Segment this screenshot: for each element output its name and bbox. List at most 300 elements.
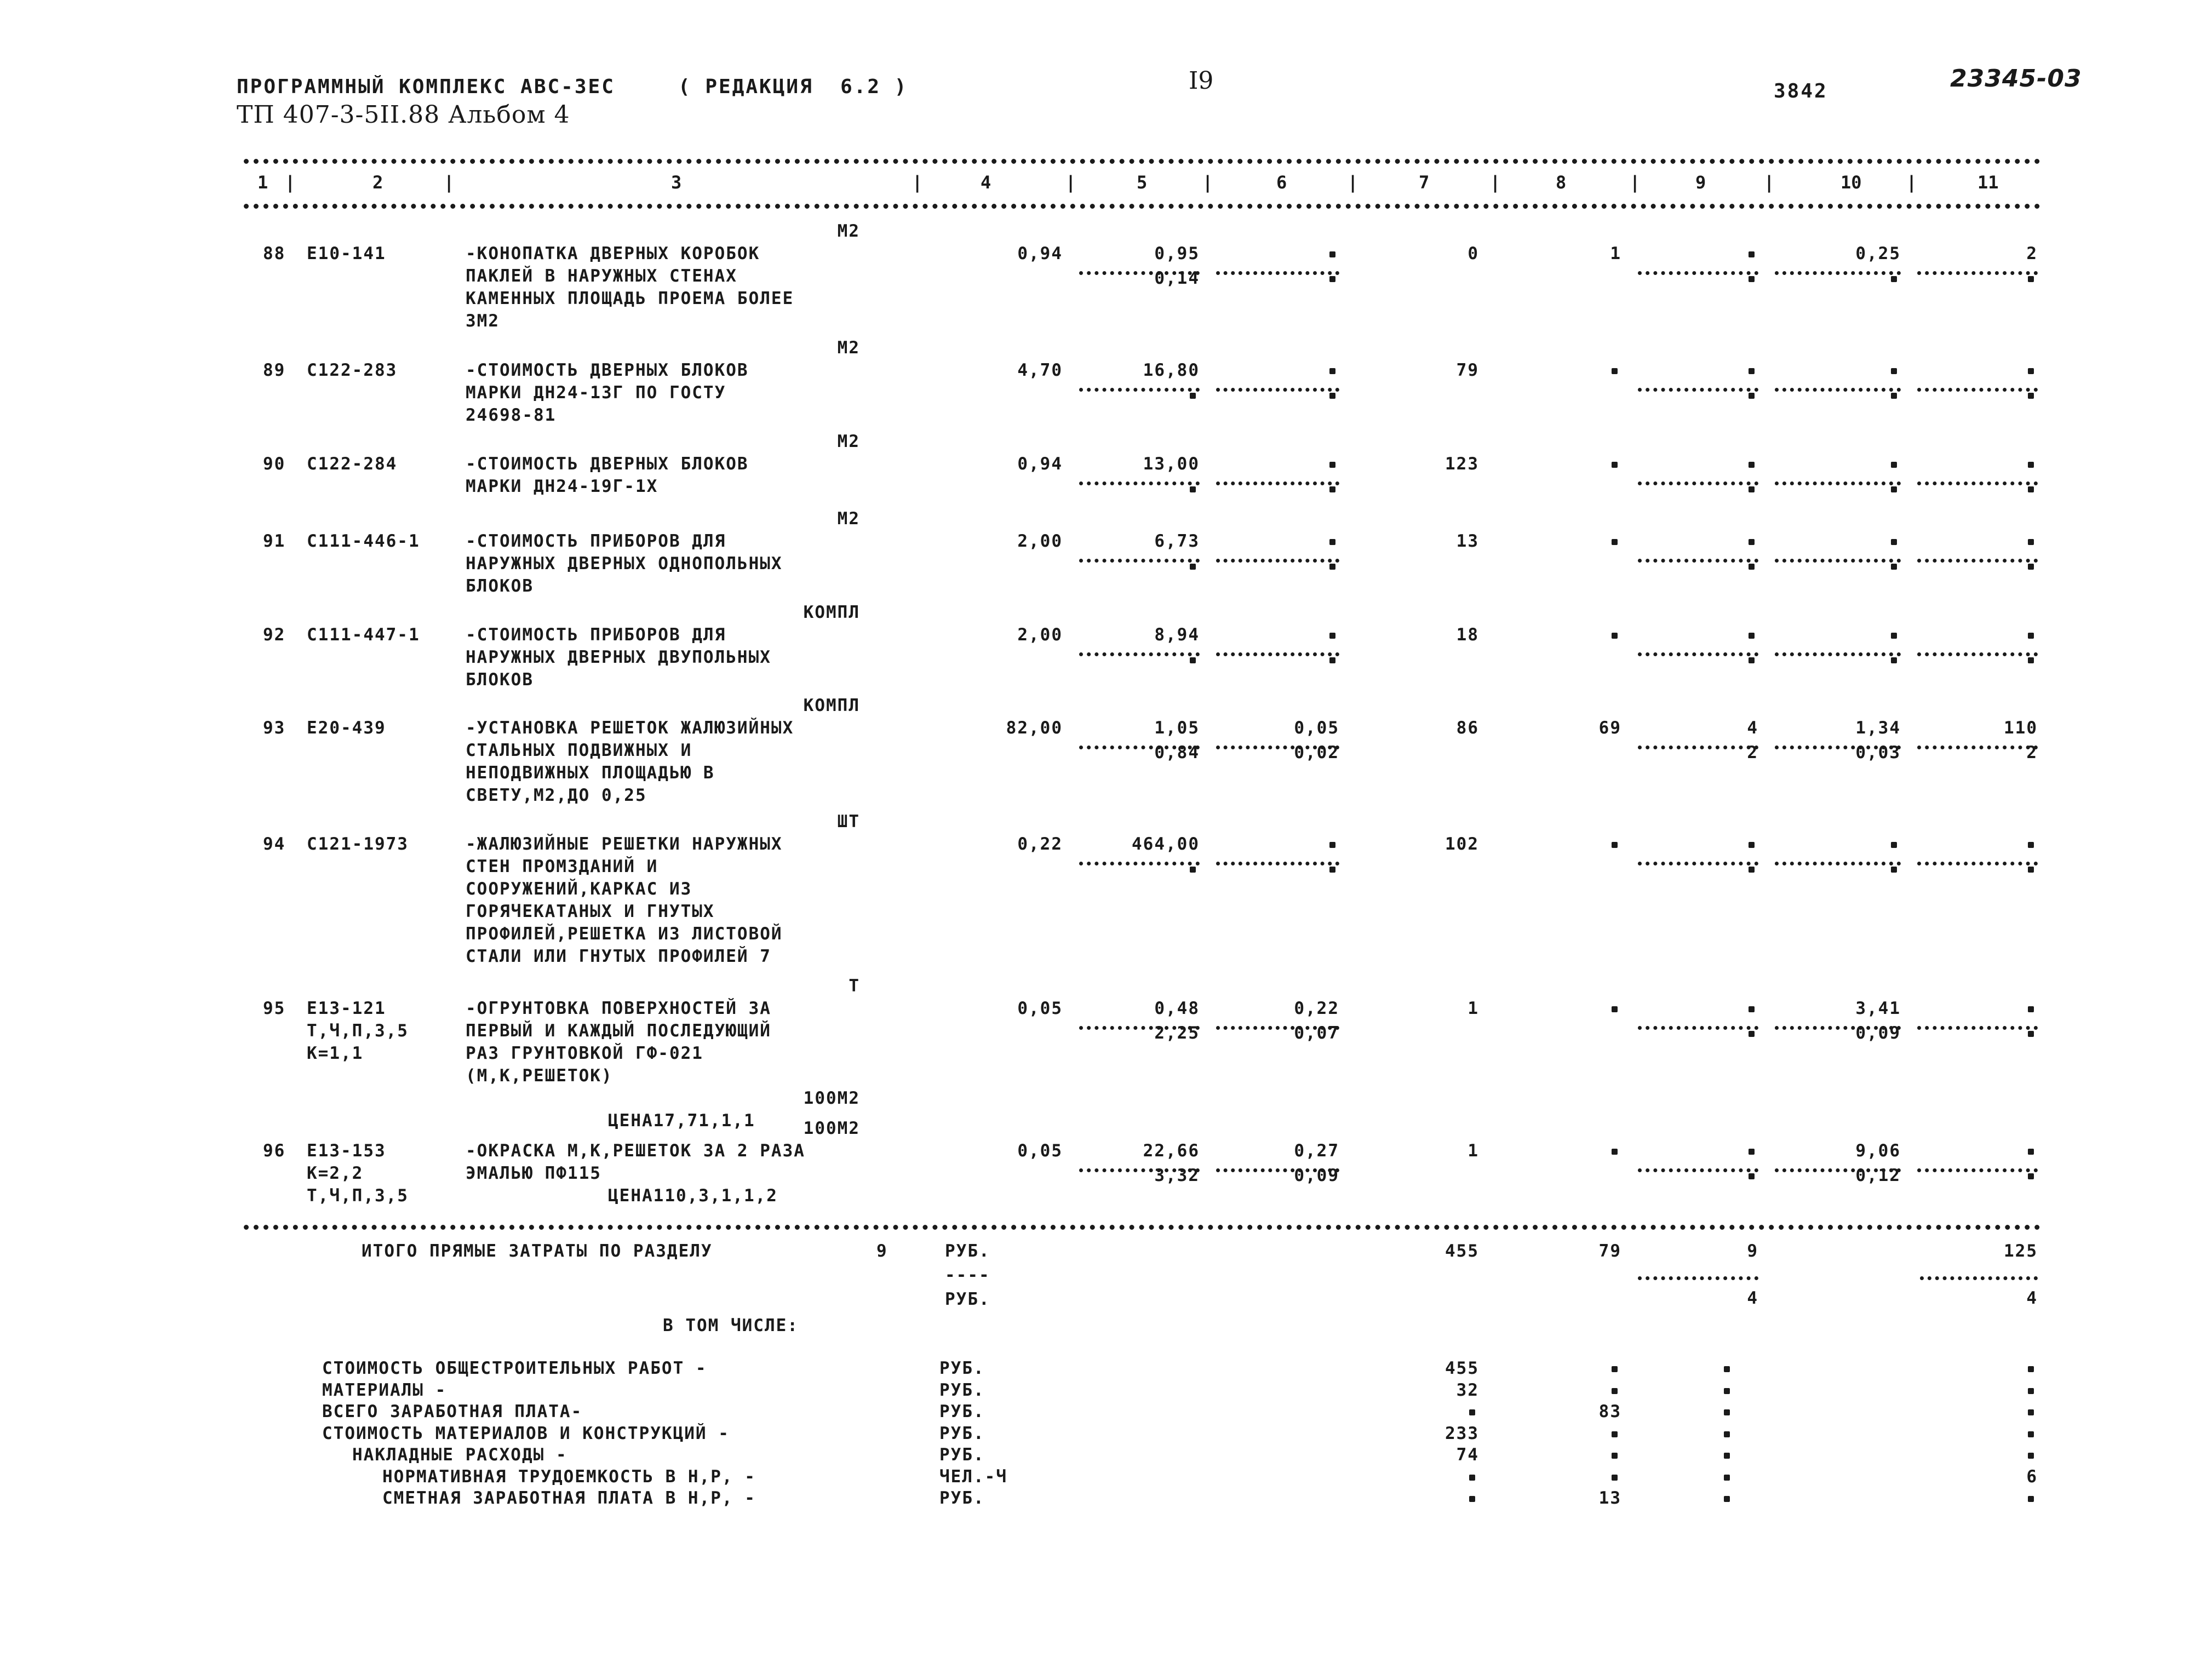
row-col11-top: 2 [2026,244,2038,263]
row-description: ПАКЛЕЙ В НАРУЖНЫХ СТЕНАХ [466,266,737,286]
row-description: 24698-81 [466,405,557,425]
breakdown-col8: 83 [1598,1402,1621,1421]
row-price-mach-wage [1329,564,1335,570]
row-col11-bottom: 2 [2026,743,2038,762]
breakdown-label: МАТЕРИАЛЫ - [322,1380,447,1400]
totals-rule [244,1225,2040,1230]
album-title: ТП 407-3-5II.88 Альбом 4 [237,101,570,129]
row-col11-rule [1917,271,2038,275]
row-price-wage: 0,84 [1154,743,1200,762]
row-col10-rule [1775,862,1901,865]
row-col9-bottom [1749,276,1755,282]
breakdown-col11 [2028,1496,2034,1502]
row-col9-rule [1638,271,1758,275]
breakdown-col9 [1724,1475,1730,1481]
row-price-mach: 0,22 [1294,999,1339,1018]
row-code: Е20-439 [307,718,386,738]
column-separator: | [1065,172,1076,193]
row-unit: 100М2 [803,1119,860,1138]
row-price-wage [1190,867,1196,873]
breakdown-label: СМЕТНАЯ ЗАРАБОТНАЯ ПЛАТА В Н,Р, - [382,1488,756,1508]
row-unit: КОМПЛ [803,696,860,715]
row-price-mach [1329,368,1335,374]
row-number: 91 [263,531,286,551]
row-price-total: 8,94 [1154,625,1200,645]
row-price-wage: 3,32 [1154,1166,1200,1185]
row-number: 90 [263,454,286,474]
row-code: Е10-141 [307,244,386,263]
column-separator: | [912,172,923,193]
including-label: В ТОМ ЧИСЛЕ: [663,1316,799,1335]
row-code: С111-447-1 [307,625,420,645]
breakdown-label: СТОИМОСТЬ ОБЩЕСТРОИТЕЛЬНЫХ РАБОТ - [322,1358,707,1378]
row-qty: 0,94 [1017,454,1063,474]
breakdown-col7: 32 [1456,1380,1479,1400]
row-col11-rule [1917,1026,2038,1030]
row-number: 95 [263,999,286,1018]
row-cost-total: 102 [1445,834,1479,854]
row-qty: 4,70 [1017,360,1063,380]
row-price-mach-wage [1329,657,1335,663]
row-description: ЭМАЛЬЮ ПФ115 [466,1163,601,1183]
row-col11-bottom [2028,1031,2034,1037]
row-number: 93 [263,718,286,738]
page-number: I9 [1189,67,1214,95]
row-col10-rule [1775,559,1901,563]
row-col9-rule [1638,559,1758,563]
breakdown-col7 [1469,1496,1475,1502]
row-col6-rule [1216,559,1339,563]
column-number: 10 [1841,172,1862,193]
total-col8: 79 [1598,1241,1621,1261]
row-col9-bottom [1749,867,1755,873]
column-number: 1 [257,172,268,193]
row-cost-wage [1612,633,1618,639]
row-col5-rule [1079,862,1200,865]
row-col9-top [1749,462,1755,468]
row-col10-top: 9,06 [1855,1141,1901,1161]
row-cost-total: 18 [1456,625,1479,645]
total-col11-top: 125 [2004,1241,2038,1261]
row-price-mach [1329,633,1335,639]
row-cost-total: 0 [1467,244,1479,263]
row-price-mach-wage [1329,393,1335,399]
row-description: -ОГРУНТОВКА ПОВЕРХНОСТЕЙ ЗА [466,999,771,1018]
program-edition: ( РЕДАКЦИЯ 6.2 ) [678,76,908,98]
row-col11-top [2028,462,2034,468]
row-unit: Т [849,976,860,996]
row-number: 88 [263,244,286,263]
row-description: РАЗ ГРУНТОВКОЙ ГФ-021 [466,1043,703,1063]
row-col10-bottom: 0,09 [1855,1023,1901,1043]
row-code: К=2,2 [307,1163,364,1183]
row-col9-top [1749,251,1755,257]
table-header-rule [244,204,2040,209]
row-col9-bottom [1749,564,1755,570]
row-code: С111-446-1 [307,531,420,551]
row-col9-bottom [1749,486,1755,492]
row-col10-rule [1775,388,1901,392]
row-price-total: 13,00 [1143,454,1200,474]
row-col10-top [1891,368,1897,374]
row-unit: М2 [837,509,860,529]
row-col11-bottom [2028,393,2034,399]
row-col9-bottom: 2 [1747,743,1758,762]
row-col9-bottom [1749,393,1755,399]
row-col11-top [2028,633,2034,639]
row-price-mach [1329,251,1335,257]
row-col11-rule [1917,388,2038,392]
row-code: К=1,1 [307,1043,364,1063]
row-col9-rule [1638,652,1758,656]
row-qty: 0,94 [1017,244,1063,263]
row-col9-top [1749,633,1755,639]
column-separator: | [1764,172,1775,193]
row-col9-rule [1638,1026,1758,1030]
document-number: 23345-03 [1950,65,2082,93]
row-col5-rule [1079,652,1200,656]
row-description: 3М2 [466,311,500,331]
row-code: С122-283 [307,360,398,380]
total-col9-bottom: 4 [1747,1288,1758,1308]
breakdown-col8 [1612,1366,1618,1372]
row-col10-top: 1,34 [1855,718,1901,738]
row-col9-top [1749,1149,1755,1155]
breakdown-col9 [1724,1409,1730,1415]
row-cost-total: 86 [1456,718,1479,738]
row-price-mach-wage: 0,09 [1294,1166,1339,1185]
column-number: 7 [1419,172,1430,193]
breakdown-label: НОРМАТИВНАЯ ТРУДОЕМКОСТЬ В Н,Р, - [382,1467,756,1487]
row-qty: 2,00 [1017,625,1063,645]
row-col9-bottom [1749,657,1755,663]
breakdown-col11 [2028,1431,2034,1437]
row-price-mach [1329,462,1335,468]
breakdown-unit: РУБ. [939,1402,985,1421]
row-description: -СТОИМОСТЬ ДВЕРНЫХ БЛОКОВ [466,360,749,380]
row-col9-top [1749,368,1755,374]
row-col9-top: 4 [1747,718,1758,738]
row-description: ПРОФИЛЕЙ,РЕШЕТКА ИЗ ЛИСТОВОЙ [466,924,783,944]
breakdown-label: НАКЛАДНЫЕ РАСХОДЫ - [352,1445,567,1465]
total-col9-rule [1638,1276,1758,1280]
breakdown-col11 [2028,1388,2034,1394]
total-col9-top: 9 [1747,1241,1758,1261]
row-price-total: 16,80 [1143,360,1200,380]
row-cost-wage [1612,462,1618,468]
row-description: МАРКИ ДН24-13Г ПО ГОСТУ [466,383,726,403]
row-price-total: 22,66 [1143,1141,1200,1161]
row-col10-top [1891,539,1897,545]
row-col9-rule [1638,481,1758,485]
row-col11-bottom [2028,1173,2034,1179]
row-description: СТАЛЬНЫХ ПОДВИЖНЫХ И [466,741,692,760]
column-number: 4 [981,172,991,193]
row-col10-bottom: 0,12 [1855,1166,1901,1185]
breakdown-col7 [1469,1475,1475,1481]
row-col10-bottom [1891,867,1897,873]
breakdown-col8: 13 [1598,1488,1621,1508]
total-section-number: 9 [876,1241,888,1261]
breakdown-label: ВСЕГО ЗАРАБОТНАЯ ПЛАТА- [322,1402,583,1421]
row-description: СТАЛИ ИЛИ ГНУТЫХ ПРОФИЛЕЙ 7 [466,947,771,966]
row-col11-top [2028,1149,2034,1155]
breakdown-col9 [1724,1496,1730,1502]
row-number: 92 [263,625,286,645]
row-qty: 82,00 [1006,718,1063,738]
column-separator: | [1630,172,1641,193]
column-number: 5 [1137,172,1148,193]
row-cost-total: 13 [1456,531,1479,551]
row-price-total: 0,95 [1154,244,1200,263]
row-description: -СТОИМОСТЬ ПРИБОРОВ ДЛЯ [466,531,726,551]
row-price-wage: 2,25 [1154,1023,1200,1043]
row-description: -КОНОПАТКА ДВЕРНЫХ КОРОБОК [466,244,760,263]
row-col11-rule [1917,1168,2038,1172]
breakdown-col8 [1612,1431,1618,1437]
sheet-code: 3842 [1774,80,1828,102]
row-description: НАРУЖНЫХ ДВЕРНЫХ ДВУПОЛЬНЫХ [466,647,771,667]
column-number: 11 [1977,172,1999,193]
row-description: -СТОИМОСТЬ ПРИБОРОВ ДЛЯ [466,625,726,645]
total-unit-mid: ---- [945,1265,990,1285]
row-description: СООРУЖЕНИЙ,КАРКАС ИЗ [466,879,692,899]
row-col11-top [2028,368,2034,374]
breakdown-unit: РУБ. [939,1488,985,1508]
row-col9-rule [1638,1168,1758,1172]
row-price-mach-wage: 0,02 [1294,743,1339,762]
row-unit: ШТ [837,812,860,832]
row-unit: М2 [837,432,860,451]
row-col5-rule [1079,388,1200,392]
total-col11-rule [1920,1276,2038,1280]
row-cost-wage: 69 [1598,718,1621,738]
row-col10-top: 0,25 [1855,244,1901,263]
row-col5-rule [1079,481,1200,485]
row-col6-rule [1216,271,1339,275]
total-col7: 455 [1445,1241,1479,1261]
row-code: Е13-153 [307,1141,386,1161]
row-cost-total: 79 [1456,360,1479,380]
row-col10-bottom: 0,03 [1855,743,1901,762]
total-unit-1: РУБ. [945,1241,990,1261]
row-price-mach [1329,842,1335,848]
row-col10-top [1891,462,1897,468]
row-price-mach-wage [1329,486,1335,492]
row-unit: М2 [837,221,860,241]
row-col10-top [1891,842,1897,848]
row-description: ГОРЯЧЕКАТАНЫХ И ГНУТЫХ [466,902,715,921]
row-col10-bottom [1891,393,1897,399]
row-col9-rule [1638,388,1758,392]
total-col11-bottom: 4 [2026,1288,2038,1308]
breakdown-unit: РУБ. [939,1380,985,1400]
row-cost-wage: 1 [1610,244,1621,263]
row-col9-top [1749,842,1755,848]
row-code: Т,Ч,П,3,5 [307,1186,409,1206]
row-col10-bottom [1891,564,1897,570]
column-separator: | [1490,172,1501,193]
row-price-wage: 0,14 [1154,268,1200,288]
breakdown-col7: 233 [1445,1424,1479,1443]
row-col6-rule [1216,388,1339,392]
row-col10-rule [1775,652,1901,656]
breakdown-col11: 6 [2026,1467,2038,1487]
row-col5-rule [1079,559,1200,563]
row-description: БЛОКОВ [466,670,534,690]
row-code: Е13-121 [307,999,386,1018]
column-separator: | [1202,172,1213,193]
row-col11-rule [1917,481,2038,485]
row-qty: 0,05 [1017,1141,1063,1161]
row-cost-wage [1612,368,1618,374]
row-number: 89 [263,360,286,380]
total-label: ИТОГО ПРЯМЫЕ ЗАТРАТЫ ПО РАЗДЕЛУ [362,1241,713,1261]
row-number: 94 [263,834,286,854]
row-price-total: 464,00 [1132,834,1200,854]
column-number: 9 [1695,172,1706,193]
breakdown-col9 [1724,1388,1730,1394]
breakdown-unit: РУБ. [939,1445,985,1465]
row-description: -ЖАЛЮЗИЙНЫЕ РЕШЕТКИ НАРУЖНЫХ [466,834,783,854]
row-description: МАРКИ ДН24-19Г-1Х [466,477,658,496]
row-cost-wage [1612,1006,1618,1012]
row-price-mach [1329,539,1335,545]
breakdown-col11 [2028,1366,2034,1372]
row-number: 96 [263,1141,286,1161]
row-description: СТЕН ПРОМЗДАНИЙ И [466,857,658,876]
row-col11-top [2028,539,2034,545]
column-number: 6 [1276,172,1287,193]
row-price-code: ЦЕНА110,3,1,1,2 [608,1186,778,1206]
row-cost-wage [1612,539,1618,545]
column-separator: | [444,172,455,193]
row-qty: 0,05 [1017,999,1063,1018]
row-col11-bottom [2028,276,2034,282]
breakdown-col9 [1724,1366,1730,1372]
row-col11-top [2028,1006,2034,1012]
table-top-rule [244,159,2040,164]
column-separator: | [1348,172,1358,193]
row-qty: 0,22 [1017,834,1063,854]
row-price-mach-wage [1329,867,1335,873]
breakdown-col7: 74 [1456,1445,1479,1465]
program-name: ПРОГРАММНЫЙ КОМПЛЕКС АВС-3ЕС [237,76,615,98]
row-col11-rule [1917,559,2038,563]
row-col11-bottom [2028,867,2034,873]
row-description: КАМЕННЫХ ПЛОЩАДЬ ПРОЕМА БОЛЕЕ [466,289,794,308]
breakdown-col9 [1724,1431,1730,1437]
row-description: БЛОКОВ [466,576,534,596]
row-code: С121-1973 [307,834,409,854]
row-col9-bottom [1749,1173,1755,1179]
row-cost-total: 1 [1467,1141,1479,1161]
row-col11-bottom [2028,486,2034,492]
breakdown-col8 [1612,1453,1618,1459]
row-col6-rule [1216,862,1339,865]
breakdown-col8 [1612,1388,1618,1394]
row-price-mach-wage: 0,07 [1294,1023,1339,1043]
breakdown-col7: 455 [1445,1358,1479,1378]
row-col10-bottom [1891,657,1897,663]
row-description: НАРУЖНЫХ ДВЕРНЫХ ОДНОПОЛЬНЫХ [466,554,783,574]
column-number: 2 [372,172,383,193]
breakdown-col7 [1469,1409,1475,1415]
row-price-wage [1190,564,1196,570]
row-col9-bottom [1749,1031,1755,1037]
row-description: -УСТАНОВКА РЕШЕТОК ЖАЛЮЗИЙНЫХ [466,718,794,738]
row-col10-top: 3,41 [1855,999,1901,1018]
row-unit-2: 100М2 [803,1088,860,1108]
row-price-total: 0,48 [1154,999,1200,1018]
row-price-code: ЦЕНА17,71,1,1 [608,1111,755,1131]
row-cost-wage [1612,842,1618,848]
row-cost-total: 123 [1445,454,1479,474]
column-number: 3 [671,172,682,193]
breakdown-unit: РУБ. [939,1358,985,1378]
row-code: Т,Ч,П,3,5 [307,1021,409,1041]
row-col11-top [2028,842,2034,848]
row-col10-top [1891,633,1897,639]
row-col11-rule [1917,652,2038,656]
row-col11-rule [1917,862,2038,865]
row-price-mach-wage [1329,276,1335,282]
row-description: -ОКРАСКА М,К,РЕШЕТОК ЗА 2 РАЗА [466,1141,805,1161]
breakdown-col11 [2028,1453,2034,1459]
row-description: СВЕТУ,М2,ДО 0,25 [466,785,647,805]
row-col11-bottom [2028,564,2034,570]
column-separator: | [285,172,296,193]
row-col10-bottom [1891,486,1897,492]
row-code: С122-284 [307,454,398,474]
column-number: 8 [1556,172,1567,193]
breakdown-col8 [1612,1475,1618,1481]
row-cost-wage [1612,1149,1618,1155]
row-price-wage [1190,393,1196,399]
row-col10-rule [1775,481,1901,485]
row-col6-rule [1216,652,1339,656]
row-description: НЕПОДВИЖНЫХ ПЛОЩАДЬЮ В [466,763,715,783]
breakdown-unit: РУБ. [939,1424,985,1443]
row-col6-rule [1216,481,1339,485]
total-unit-2: РУБ. [945,1289,990,1309]
row-col10-bottom [1891,276,1897,282]
row-description: (М,К,РЕШЕТОК) [466,1066,613,1086]
row-price-mach: 0,05 [1294,718,1339,738]
row-unit: М2 [837,338,860,358]
column-separator: | [1906,172,1917,193]
row-price-mach: 0,27 [1294,1141,1339,1161]
row-col11-top: 110 [2004,718,2038,738]
row-description: -СТОИМОСТЬ ДВЕРНЫХ БЛОКОВ [466,454,749,474]
row-price-total: 1,05 [1154,718,1200,738]
row-col10-rule [1775,271,1901,275]
row-col9-rule [1638,862,1758,865]
row-cost-total: 1 [1467,999,1479,1018]
row-col9-top [1749,1006,1755,1012]
row-price-wage [1190,486,1196,492]
breakdown-label: СТОИМОСТЬ МАТЕРИАЛОВ И КОНСТРУКЦИЙ - [322,1424,730,1443]
row-unit: КОМПЛ [803,603,860,622]
breakdown-col9 [1724,1453,1730,1459]
breakdown-col11 [2028,1409,2034,1415]
breakdown-unit: ЧЕЛ.-Ч [939,1467,1007,1487]
row-col9-top [1749,539,1755,545]
row-qty: 2,00 [1017,531,1063,551]
row-description: ПЕРВЫЙ И КАЖДЫЙ ПОСЛЕДУЮЩИЙ [466,1021,771,1041]
row-price-wage [1190,657,1196,663]
row-price-total: 6,73 [1154,531,1200,551]
